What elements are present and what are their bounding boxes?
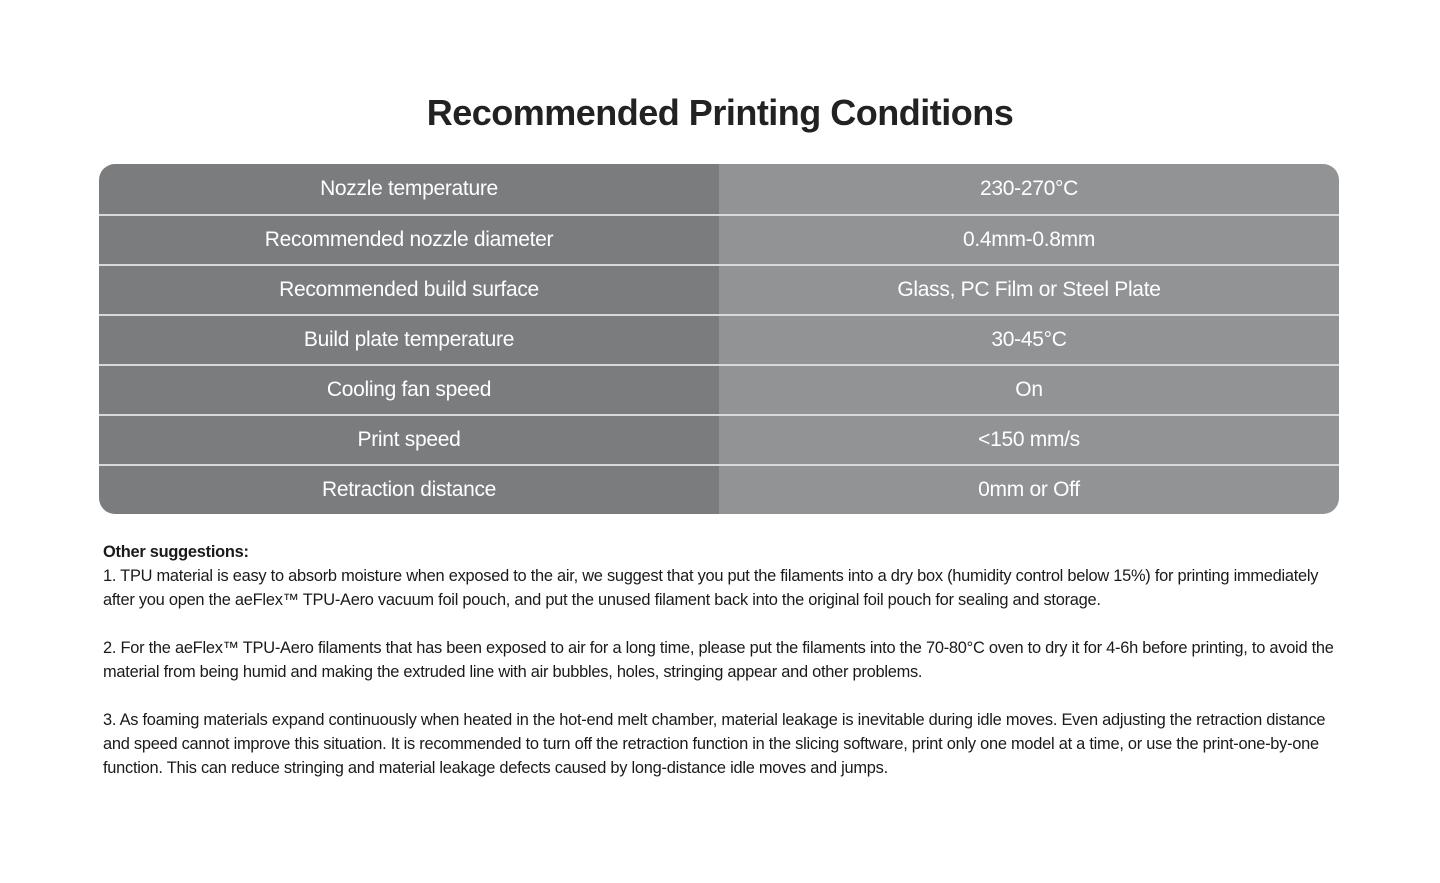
table-row-print-speed — [99, 414, 1339, 464]
row-label: Print speed — [99, 416, 719, 464]
row-label: Cooling fan speed — [99, 366, 719, 414]
table-row-build-surface — [99, 264, 1339, 314]
page-title: Recommended Printing Conditions — [426, 92, 1014, 133]
row-label: Build plate temperature — [99, 316, 719, 364]
row-value: On — [719, 366, 1339, 414]
table-row-nozzle-diameter — [99, 214, 1339, 264]
suggestion-item-1: 1. TPU material is easy to absorb moisture when exposed to the air, we suggest that you put the filaments into a dry box (humidity control below 15%) for printing immediately after you open the aeFlex™ TPU-Aero vacuum foil pouch, and put the unused filament back into the original foil pouch for sealing and storage. — [103, 567, 1319, 609]
suggestion-item-2: 2. For the aeFlex™ TPU-Aero filaments that has been exposed to air for a long time, please put the filaments into the 70-80°C oven to dry it for 4-6h before printing, to avoid the material from being humid and making the extruded line with air bubbles, holes, stringing appear and other problems. — [103, 639, 1334, 681]
table-row-cooling-fan-speed — [99, 364, 1339, 414]
row-label: Recommended build surface — [99, 266, 719, 314]
printing-conditions-table — [99, 164, 1339, 514]
suggestions-heading: Other suggestions: — [103, 543, 249, 561]
row-value: 0.4mm-0.8mm — [719, 216, 1339, 264]
row-value: Glass, PC Film or Steel Plate — [719, 266, 1339, 314]
row-label: Nozzle temperature — [99, 164, 719, 214]
row-value: 30-45°C — [719, 316, 1339, 364]
table-row-build-plate-temperature — [99, 314, 1339, 364]
row-value: 0mm or Off — [719, 466, 1339, 514]
row-label: Recommended nozzle diameter — [99, 216, 719, 264]
table-row-nozzle-temperature — [99, 164, 1339, 214]
row-value: <150 mm/s — [719, 416, 1339, 464]
other-suggestions-section — [103, 540, 1343, 804]
row-label: Retraction distance — [99, 466, 719, 514]
table-row-retraction-distance — [99, 464, 1339, 514]
row-value: 230-270°C — [719, 164, 1339, 214]
suggestion-item-3: 3. As foaming materials expand continuously when heated in the hot-end melt chamber, material leakage is inevitable during idle moves. Even adjusting the retraction distance and speed cannot improve this situation. It is recommended to turn off the retraction function in the slicing software, print only one model at a time, or use the print-one-by-one function. This can reduce stringing and material leakage defects caused by long-distance idle moves and jumps. — [103, 711, 1326, 777]
